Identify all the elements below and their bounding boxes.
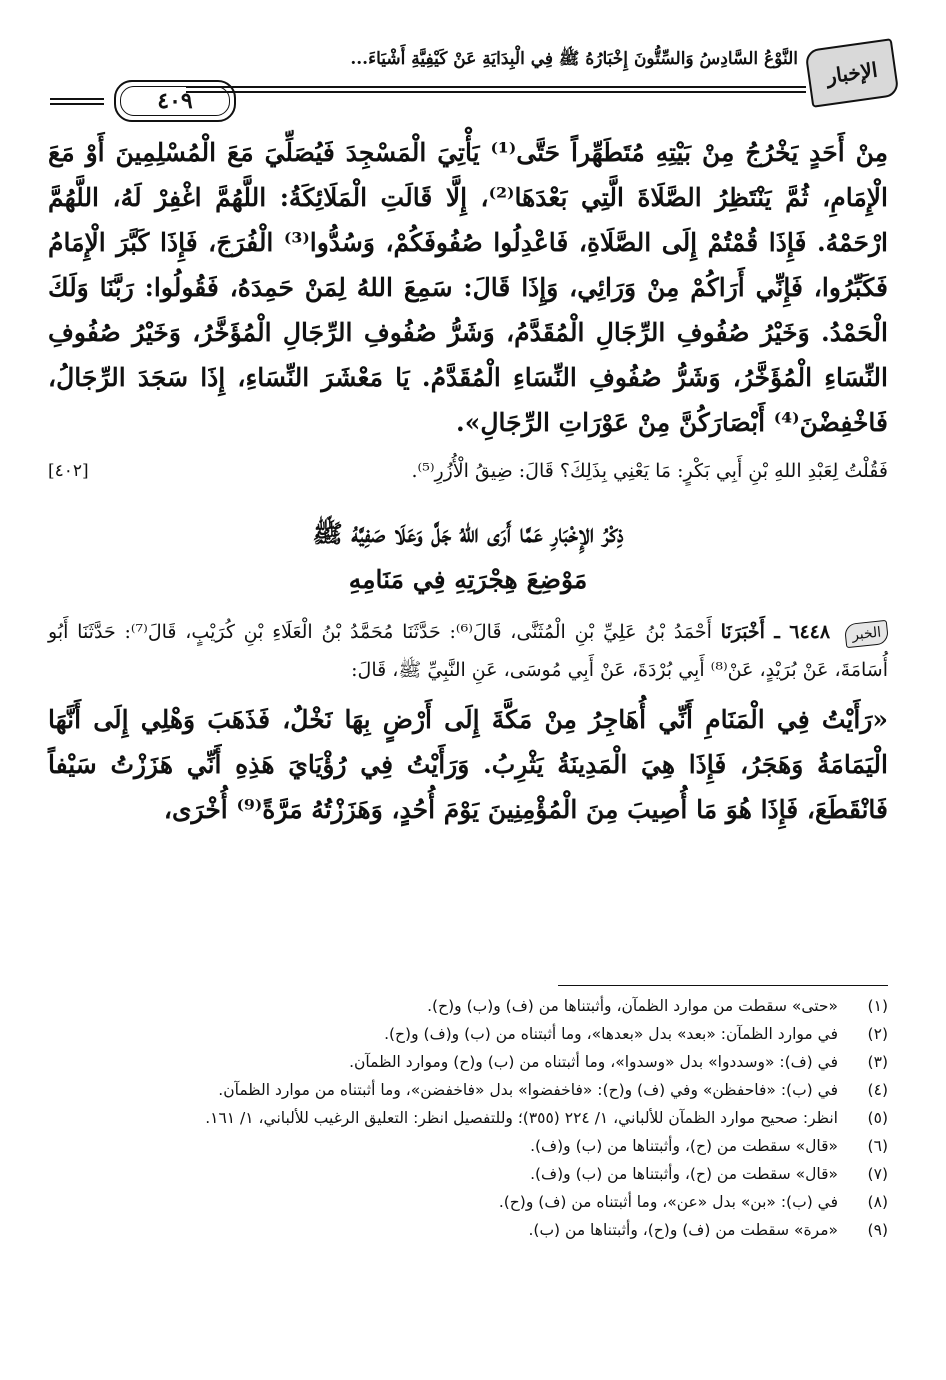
- explanation-text: فَقُلْتُ لِعَبْدِ اللهِ بْنِ أَبِي بَكْرٍ: مَا يَعْنِي بِذَلِكَ؟ قَالَ: ضِيقُ الْأُزُرِ⁽⁵⁾.: [411, 460, 888, 482]
- footnote-text: «قال» سقطت من (ح)، وأثبتناها من (ب) و(ف).: [530, 1165, 838, 1183]
- footnote-7: [52, 1160, 888, 1188]
- main-text: [48, 130, 888, 832]
- footnote-rule: [558, 985, 888, 986]
- footnote-8: [52, 1188, 888, 1216]
- footnote-number: (١): [867, 997, 888, 1015]
- chapter-badge-label: الإخبار: [825, 57, 879, 89]
- hadith-6448-number: ٦٤٤٨ ـ أَخْبَرَنَا: [720, 621, 831, 643]
- footnote-6: [52, 1132, 888, 1160]
- isnad-text: أَحْمَدُ بْنُ عَلِيِّ بْنِ الْمُثَنَّى، قَالَ⁽⁶⁾: حَدَّثَنَا مُحَمَّدُ بْنُ الْعَلَاءِ بْنِ كُرَيْبٍ، قَالَ⁽⁷⁾: حَدَّثَنَا أَبُو أُسَامَةَ، عَنْ بُرَيْدٍ، عَنْ⁽⁸⁾ أَبِي بُرْدَةَ، عَنْ أَبِي مُوسَى، عَنِ النَّبِيِّ ﷺ، قَالَ:: [48, 621, 888, 681]
- footnote-2: [52, 1020, 888, 1048]
- hadith-6448-matn: «رَأَيْتُ فِي الْمَنَامِ أَنِّي أُهَاجِرُ مِنْ مَكَّةَ إِلَى أَرْضٍ بِهَا نَخْلٌ، فَذَهَبَ وَهْلِي إِلَى أَنَّهَا الْيَمَامَةُ وَهَجَرُ، فَإِذَا هِيَ الْمَدِينَةُ يَثْرِبُ. وَرَأَيْتُ فِي رُؤْيَايَ هَذِهِ أَنِّي هَزَزْتُ سَيْفاً فَانْقَطَعَ، فَإِذَا هُوَ مَا أُصِيبَ مِنَ الْمُؤْمِنِينَ يَوْمَ أُحُدٍ، وَهَزَزْتُهُ مَرَّةً⁽⁹⁾ أُخْرَى،: [48, 705, 888, 824]
- footnote-number: (٧): [867, 1165, 888, 1183]
- footnote-text: «قال» سقطت من (ح)، وأثبتناها من (ب) و(ف).: [530, 1137, 838, 1155]
- header-rule-left: [50, 98, 104, 105]
- footnote-text: في موارد الظمآن: «بعد» بدل «بعدها»، وما أثبتناه من (ب) و(ف) و(ح).: [384, 1025, 838, 1043]
- running-title: النَّوْعُ السَّادِسُ وَالسِّتُّونَ إِخْبَارُهُ ﷺ فِي الْبِدَايَةِ عَنْ كَيْفِيَّةِ أَشْيَاءَ...: [350, 49, 798, 69]
- footnote-text: «مرة» سقطت من (ف) و(ح)، وأثبتناها من (ب).: [528, 1221, 838, 1239]
- footnote-text: انظر: صحيح موارد الظمآن للألباني، ١/ ٢٢٤ (٣٥٥)؛ وللتفصيل انظر: التعليق الرغيب للألباني، ١/ ١٦١.: [205, 1109, 838, 1127]
- header-rule: [186, 86, 806, 93]
- footnote-number: (٩): [867, 1221, 888, 1239]
- page-number: ٤٠٩: [157, 88, 193, 114]
- footnote-text: في (ب): «فاحفظن» وفي (ف) و(ح): «فاخفضوا» بدل «فاخفضن»، وما أثبتناه من موارد الظمآن.: [218, 1081, 838, 1099]
- khabar-mark-icon: الخبر: [844, 620, 889, 648]
- hadith-6448-isnad: [48, 613, 888, 689]
- footnote-9: [52, 1216, 888, 1244]
- footnote-4: [52, 1076, 888, 1104]
- footnote-text: في (ف): «وسددوا» بدل «وسدوا»، وما أثبتناه من (ب) و(ح) وموارد الظمآن.: [349, 1053, 838, 1071]
- chapter-badge: [804, 38, 899, 108]
- footnote-text: في (ب): «بن» بدل «عن»، وما أثبتناه من (ف) و(ح).: [498, 1193, 838, 1211]
- footnote-number: (٦): [867, 1137, 888, 1155]
- hadith-402-text: مِنْ أَحَدٍ يَخْرُجُ مِنْ بَيْتِهِ مُتَطَهِّراً حَتَّى⁽¹⁾ يَأْتِيَ الْمَسْجِدَ فَيُصَلِّيَ مَعَ الْمُسْلِمِينَ أَوْ مَعَ الْإِمَامِ، ثُمَّ يَنْتَظِرُ الصَّلَاةَ الَّتِي بَعْدَهَا⁽²⁾، إِلَّا قَالَتِ الْمَلَائِكَةُ: اللَّهُمَّ اغْفِرْ لَهُ، اللَّهُمَّ ارْحَمْهُ. فَإِذَا قُمْتُمْ إِلَى الصَّلَاةِ، فَاعْدِلُوا صُفُوفَكُمْ، وَسُدُّوا⁽³⁾ الْفُرَجَ، فَإِذَا كَبَّرَ الْإِمَامُ فَكَبِّرُوا، فَإِنِّي أَرَاكُمْ مِنْ وَرَائِي، وَإِذَا قَالَ: سَمِعَ اللهُ لِمَنْ حَمِدَهُ، فَقُولُوا: رَبَّنَا وَلَكَ الْحَمْدُ. وَخَيْرُ صُفُوفِ الرِّجَالِ الْمُقَدَّمُ، وَشَرُّ صُفُوفِ الرِّجَالِ الْمُؤَخَّرُ، وَخَيْرُ صُفُوفِ النِّسَاءِ الْمُؤَخَّرُ، وَشَرُّ صُفُوفِ النِّسَاءِ الْمُقَدَّمُ. يَا مَعْشَرَ النِّسَاءِ، إِذَا سَجَدَ الرِّجَالُ، فَاخْفِضْنَ⁽⁴⁾ أَبْصَارَكُنَّ مِنْ عَوْرَاتِ الرِّجَالِ».: [48, 138, 888, 437]
- footnote-3: [52, 1048, 888, 1076]
- footnote-text: «حتى» سقطت من موارد الظمآن، وأثبتناها من (ف) و(ب) و(ح).: [427, 997, 838, 1015]
- section-heading-line2: مَوْضِعَ هِجْرَتِهِ فِي مَنَامِهِ: [348, 565, 588, 594]
- footnote-1: [52, 992, 888, 1020]
- hadith-number-ref: [٤٠٢]: [48, 461, 89, 481]
- footnote-number: (٣): [867, 1053, 888, 1071]
- hadith-402-explanation: [48, 451, 888, 491]
- footnote-5: [52, 1104, 888, 1132]
- page-number-box: [114, 80, 236, 122]
- section-heading-line1: ذِكْرُ الإِخْبَارِ عَمَّا أَرَى اللهُ جَلَّ وَعَلَا صَفِيَّهُ ﷺ: [312, 519, 624, 548]
- footnote-number: (٢): [867, 1025, 888, 1043]
- footnotes: [52, 992, 888, 1244]
- page-header: [50, 38, 896, 122]
- footnote-number: (٨): [867, 1193, 888, 1211]
- section-heading: [48, 511, 888, 603]
- footnote-number: (٥): [867, 1109, 888, 1127]
- footnote-number: (٤): [867, 1081, 888, 1099]
